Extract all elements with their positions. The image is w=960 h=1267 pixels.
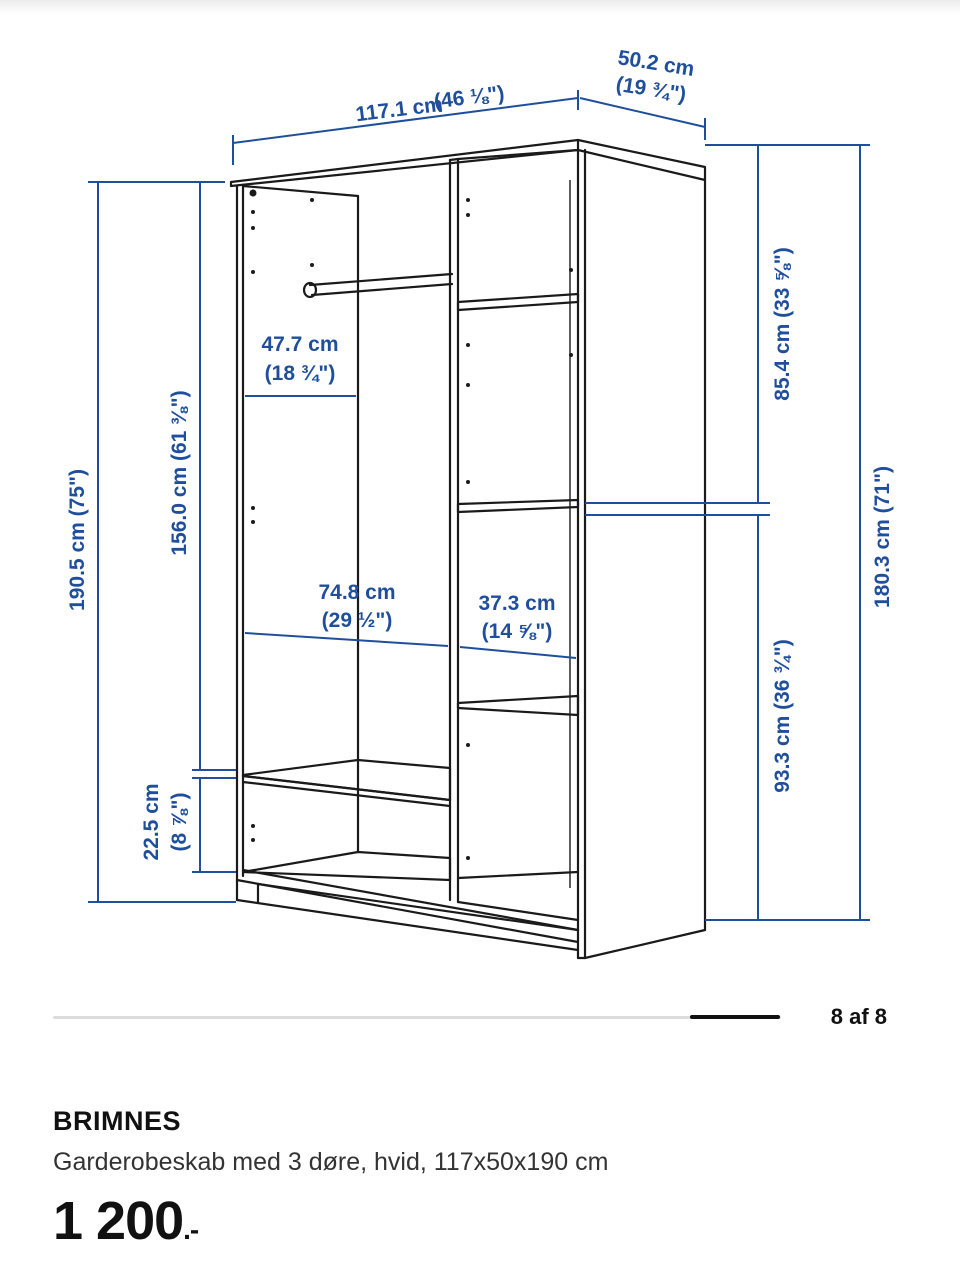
dim-lower-right-height: 93.3 cm (36 ¾") xyxy=(771,639,794,793)
product-name: BRIMNES xyxy=(53,1106,182,1136)
carousel-progress-track[interactable] xyxy=(53,1016,781,1019)
dim-rail-width-cm: 47.7 cm xyxy=(261,333,339,356)
dim-left-compartment-cm: 74.8 cm xyxy=(318,581,396,604)
dim-right-compartment-cm: 37.3 cm xyxy=(478,592,556,615)
dimension-lines xyxy=(88,90,870,920)
dim-right-compartment-in: (14 ⅝") xyxy=(481,620,553,643)
dim-total-height: 190.5 cm (75") xyxy=(66,469,89,611)
dim-inner-height: 156.0 cm (61 ⅜") xyxy=(168,390,191,556)
image-carousel-pager[interactable] xyxy=(53,1004,903,1032)
dim-upper-right-height: 85.4 cm (33 ⅝") xyxy=(771,247,794,401)
product-description: Garderobeskab med 3 døre, hvid, 117x50x190 cm xyxy=(53,1148,609,1176)
dim-right-side-height: 180.3 cm (71") xyxy=(871,466,894,608)
product-price xyxy=(53,1190,198,1252)
price-suffix: .- xyxy=(183,1214,199,1245)
dim-bottom-shelf-cm: 22.5 cm xyxy=(140,783,163,861)
carousel-progress-indicator xyxy=(690,1015,780,1019)
dim-left-compartment-in: (29 ½") xyxy=(321,609,393,632)
carousel-page-counter: 8 af 8 xyxy=(830,1004,887,1029)
dim-depth-cm: 50.2 cm xyxy=(616,46,696,81)
dim-width-in: (46 ⅛") xyxy=(432,81,506,114)
dim-bottom-shelf-in: (8 ⅞") xyxy=(168,792,191,852)
dim-depth-in: (19 ¾") xyxy=(614,72,688,107)
price-value: 1 200 xyxy=(53,1191,184,1251)
wardrobe-drawing xyxy=(231,140,705,958)
dim-width-cm: 117.1 cm xyxy=(354,92,445,127)
dim-rail-width-in: (18 ¾") xyxy=(264,362,336,385)
